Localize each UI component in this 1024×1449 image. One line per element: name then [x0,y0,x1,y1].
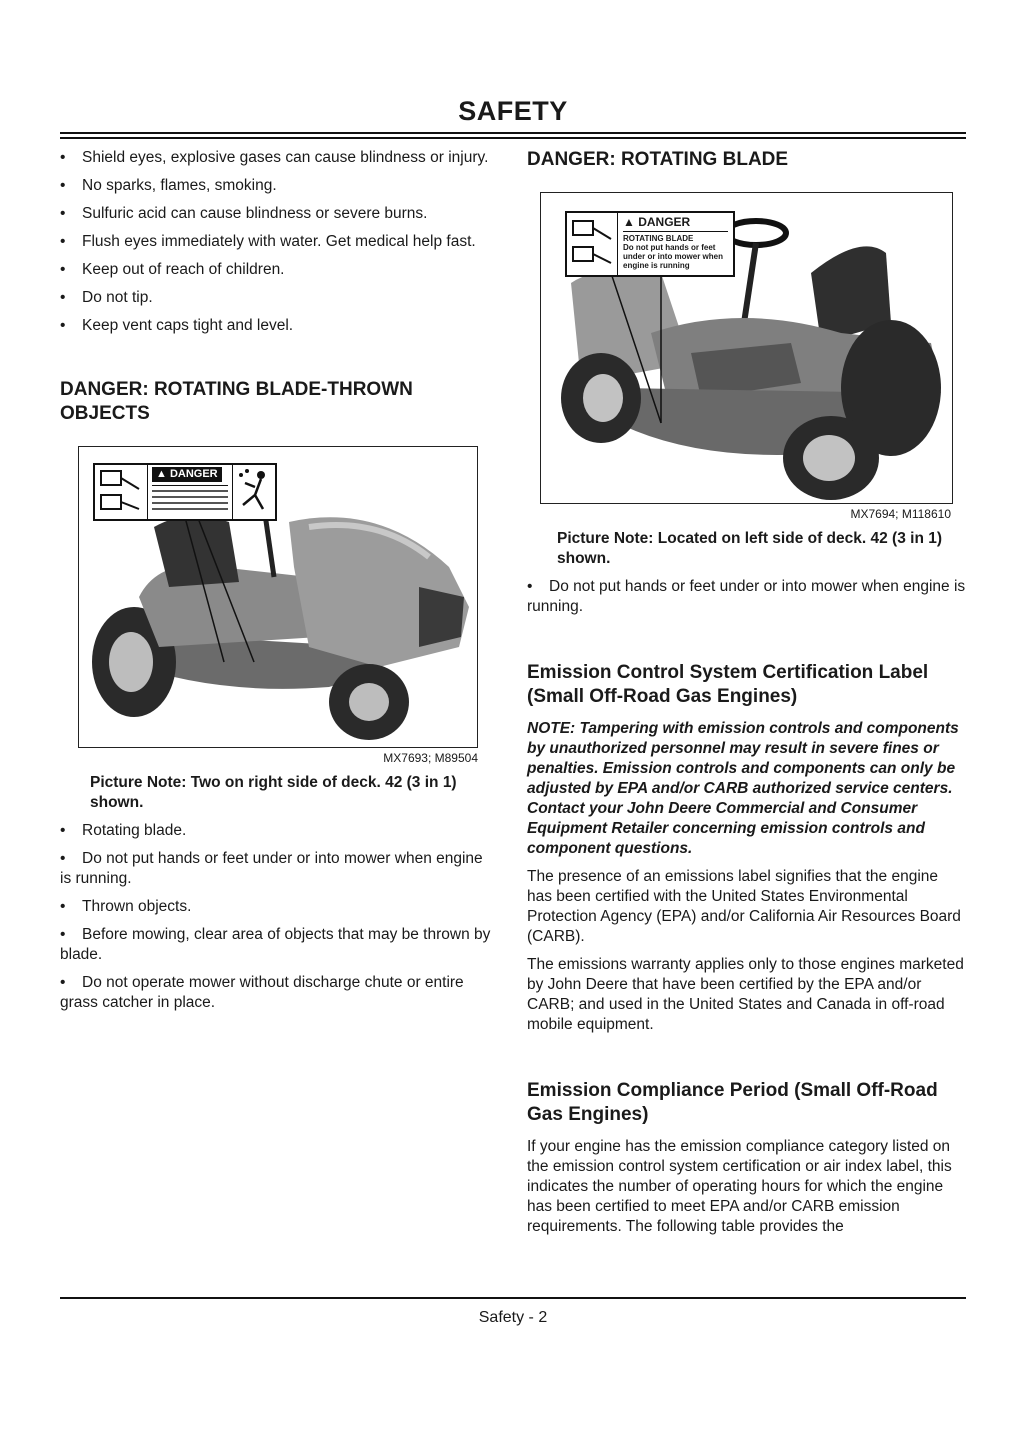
hand-hazard-icon [95,465,148,519]
section-heading-compliance: Emission Compliance Period (Small Off-Road Gas Engines) [527,1080,938,1125]
list-item: • Do not tip. [60,289,153,306]
list-item: • Sulfuric acid can cause blindness or severe burns. [60,205,428,222]
header-rule [60,132,966,134]
list-item: • Do not put hands or feet under or into mower when engine is running. [527,578,966,615]
list-item: • Do not operate mower without discharge chute or entire grass catcher in place. [60,974,464,1011]
list-item: • Shield eyes, explosive gases can cause blindness or injury. [60,149,489,166]
paragraph: The presence of an emissions label signifies that the engine has been certified with the United States Environmental Protection Agency (EPA) and/or California Air Resources Board (CARB). [527,868,961,945]
danger-decal [565,211,735,277]
list-item: • Before mowing, clear area of objects that may be thrown by blade. [60,926,491,963]
header-rule-secondary [60,137,966,139]
figure-mower-left [540,192,953,504]
list-item: • Keep vent caps tight and level. [60,317,294,334]
figure-caption: MX7693; M89504 [383,751,478,765]
list-item: • Rotating blade. [60,822,187,839]
left-column [60,148,498,1021]
decal-line: under or into mower when [623,252,724,261]
picture-note: Picture Note: Two on right side of deck. 42 (3 in 1) shown. [90,774,457,811]
section-heading-thrown-objects: DANGER: ROTATING BLADE-THROWN OBJECTS [60,379,413,424]
hand-hazard-icon [567,213,618,275]
list-item: • No sparks, flames, smoking. [60,177,277,194]
emission-note: NOTE: Tampering with emission controls and components by unauthorized personnel may result in severe fines or penalties. Emission controls and components can only be adjusted by EPA and/or CARB authorized service centers. Contact your John Deere Commercial and Consumer Equipment Retailer concerning emission controls and component questions. [527,720,959,857]
list-item: • Flush eyes immediately with water. Get medical help fast. [60,233,476,250]
list-item: • Keep out of reach of children. [60,261,285,278]
list-item: • Do not put hands or feet under or into mower when engine is running. [60,850,483,887]
decal-line: engine is running [623,261,690,270]
footer-rule [60,1297,966,1299]
figure-mower-right [78,446,478,748]
paragraph: The emissions warranty applies only to those engines marketed by John Deere that have been certified by the EPA and/or CARB; and used in the United States and Canada in off-road mobile equipment. [527,956,964,1033]
decal-line: Do not put hands or feet [623,243,716,252]
danger-decal [93,463,277,521]
picture-note: Picture Note: Located on left side of deck. 42 (3 in 1) shown. [557,530,942,567]
page-number: Safety - 2 [478,1309,548,1326]
list-item: • Thrown objects. [60,898,192,915]
danger-tag: ▲ DANGER [152,467,222,482]
right-column [527,148,967,1245]
figure-caption: MX7694; M118610 [850,507,951,521]
page-title: SAFETY [458,96,568,126]
section-heading-rotating-blade: DANGER: ROTATING BLADE [527,149,789,170]
thrown-object-icon [232,465,275,519]
decal-line: ROTATING BLADE [623,234,694,243]
danger-tag: ▲ DANGER [623,215,691,229]
paragraph: If your engine has the emission compliance category listed on the emission control system certification or air index label, this indicates the number of operating hours for which the engine has been certified to meet EPA and/or CARB emission requirements. The following table provides the [527,1138,952,1235]
section-heading-emission-label: Emission Control System Certification Label (Small Off-Road Gas Engines) [527,662,929,707]
